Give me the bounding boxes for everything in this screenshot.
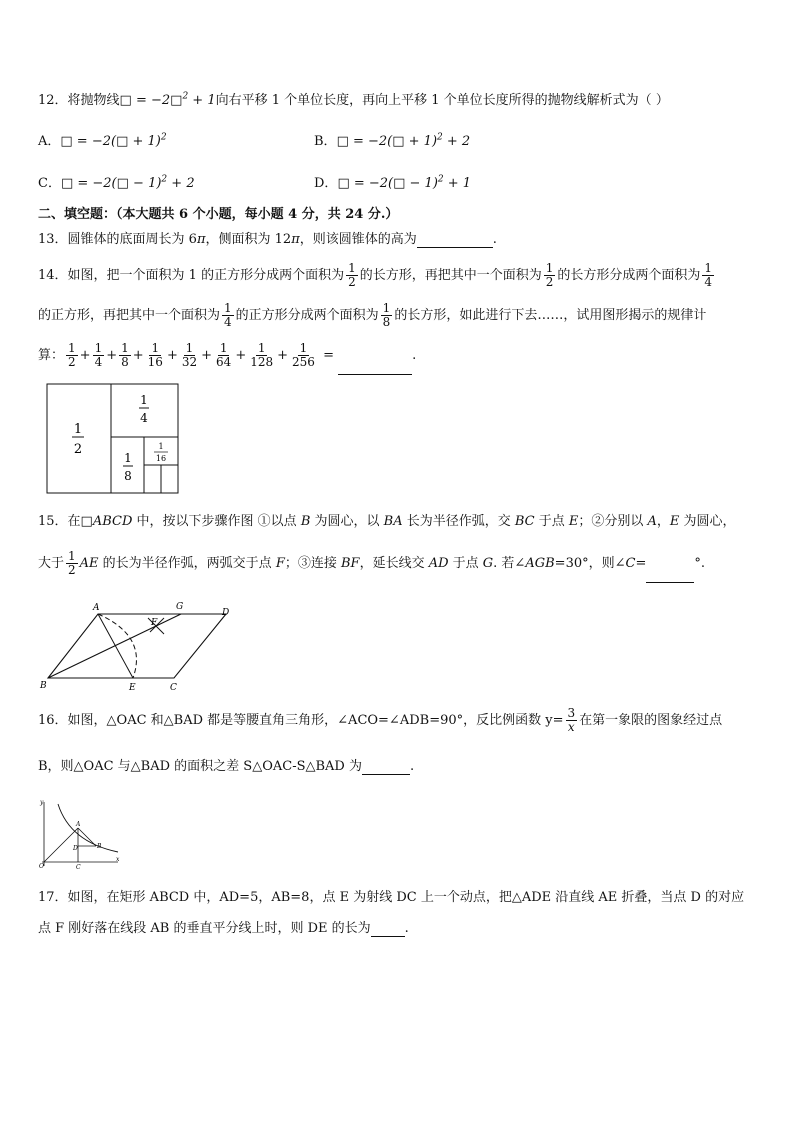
fig-eighth-den: 8 [124,469,132,483]
label-G: G [176,602,184,612]
label-C: C [170,683,177,693]
q15-line1: 15．在□ABCD 中，按以下步骤作图 ①以点 B 为圆心，以 BA 长为半径作弧，交 BC 于点 E；②分别以 A，E 为圆心， [38,514,736,529]
fig-sixteenth-num: 1 [158,442,164,451]
q15-answer-blank[interactable] [646,546,694,583]
q16-hyperbola-figure [36,798,122,870]
fig-half-num: 1 [73,422,83,437]
axis-x-label: x [116,856,120,863]
fraction-half: $\frac{1}{2}$ [68,549,76,577]
fig-quarter-den: 4 [140,411,148,425]
fraction-eighth: $\frac{1}{8}$ [382,301,391,329]
fig-quarter-num: 1 [140,393,148,407]
q15-parallelogram-figure [36,598,236,696]
axis-y-label: y [40,799,44,806]
point-D-label: D [73,845,78,852]
q14-square-figure [46,383,180,495]
q12-prefix: 12．将抛物线 [38,93,120,108]
label-F: F [151,618,158,628]
q12-option-b: B．□ = −2(□ + 1)$^2$ + 2 [314,132,471,149]
q16-answer-blank[interactable] [362,759,410,775]
point-A-label: A [76,821,81,828]
fig-half-den: 2 [73,442,83,457]
label-D: D [222,608,230,618]
q16-line1: 16．如图，△OAC 和△BAD 都是等腰直角三角形，∠ACO=∠ADB=90°，反比例函数 y= $\frac{3}{x}$ 在第一象限的图象经过点 [38,706,723,734]
fraction-quarter: $\frac{1}{4}$ [224,301,232,329]
q12-option-a: A．□ = −2(□ + 1)$^2$ [38,132,167,149]
point-B-label: B [97,843,102,850]
fraction-3-over-x: $\frac{3}{x}$ [567,706,576,734]
section-heading: 二、填空题：（本大题共 6 个小题，每小题 4 分，共 24 分.） [38,207,399,222]
fraction-quarter: $\frac{1}{4}$ [704,261,713,289]
q12-suffix: 向右平移 1 个单位长度，再向上平移 1 个单位长度所得的抛物线解析式为（ ） [215,93,669,108]
q14-line2: 的正方形，再把其中一个面积为 $\frac{1}{4}$ 的正方形分成两个面积为 $\frac{1}{8}$ 的长方形，如此进行下去……，试用图形揭示的规律计 [38,301,707,329]
q17-answer-blank[interactable] [371,921,405,937]
point-C-label: C [76,864,81,870]
label-A: A [93,603,100,613]
q14-line3: 算： $\frac{1}{2}$ + $\frac{1}{4}$ + $\frac{1}{8}$ + $\frac{1}{16}$ + $\frac{1}{32}$ + $\frac{1}{64}$ + $\frac{1}{128}$ + $\frac{1}{256}$ = . [38,338,416,375]
q12-option-c: C．□ = −2(□ − 1)$^2$ + 2 [38,174,195,191]
fig-eighth-num: 1 [124,451,132,465]
q17-line1: 17．如图，在矩形 ABCD 中，AD=5，AB=8，点 E 为射线 DC 上一个动点，把△ADE 沿直线 AE 折叠，当点 D 的对应 [38,890,745,905]
q13-answer-blank[interactable] [417,232,493,248]
q14-answer-blank[interactable] [338,338,412,375]
label-B: B [40,681,47,691]
fraction-half: $\frac{1}{2}$ [348,261,356,289]
q16-line2: B，则△OAC 与△BAD 的面积之差 S△OAC-S△BAD 为 . [38,759,415,774]
label-E: E [129,683,136,693]
q12-option-d: D．□ = −2(□ − 1)$^2$ + 1 [314,174,472,191]
origin-label: O [39,863,44,870]
q12-func: □ = −2□$^2$ + 1 [119,91,216,108]
q14-line1: 14．如图，把一个面积为 1 的正方形分成两个面积为 $\frac{1}{2}$ 的长方形，再把其中一个面积为 $\frac{1}{2}$ 的长方形分成两个面积为 $\frac{1}{4}$ [38,261,713,289]
q13-stem: 13．圆锥体的底面周长为 6π，侧面积为 12π，则该圆锥体的高为 . [38,232,497,247]
q12-stem [38,89,669,108]
q15-line2: 大于 $\frac{1}{2}$ AE 的长为半径作弧，两弧交于点 F；③连接 BF，延长线交 AD 于点 G. 若∠AGB=30°，则∠C= °. [38,546,705,583]
q17-line2: 点 F 刚好落在线段 AB 的垂直平分线上时，则 DE 的长为 . [38,921,409,936]
fig-sixteenth-den: 16 [155,454,167,463]
fraction-half: $\frac{1}{2}$ [545,261,554,289]
